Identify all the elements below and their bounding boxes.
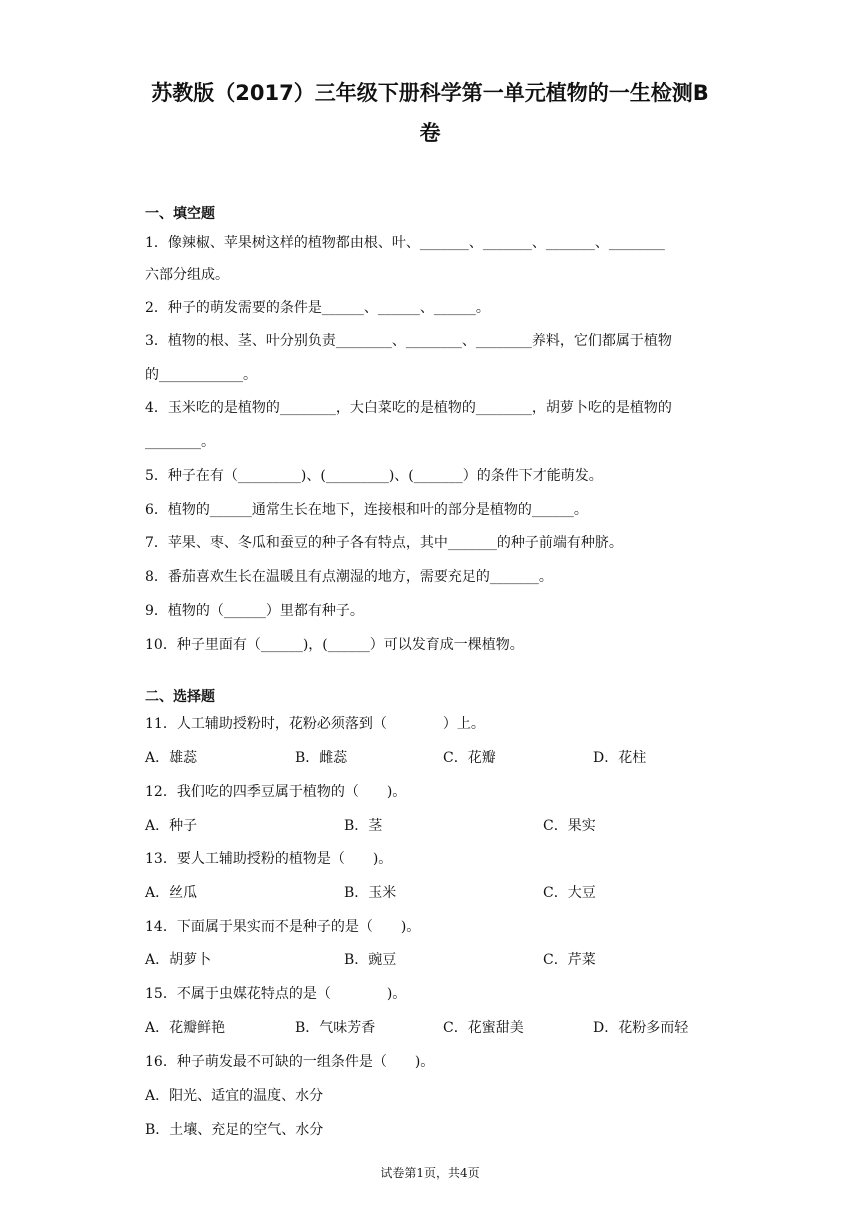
question-1-line-1: 1．像辣椒、苹果树这样的植物都由根、叶、_______、_______、_______、________ — [145, 235, 665, 251]
option-a[interactable]: A．胡萝卜 — [145, 952, 212, 968]
question-11: 11．人工辅助授粉时，花粉必须落到（ ）上。 — [145, 716, 485, 732]
option-a[interactable]: A．种子 — [145, 818, 198, 834]
section-heading-multiple-choice: 二、选择题 — [145, 689, 215, 705]
option-d[interactable]: D．花粉多而轻 — [593, 1020, 689, 1036]
option-b[interactable]: B．玉米 — [344, 885, 397, 901]
option-d[interactable]: D．花柱 — [593, 750, 647, 766]
question-16-option-a[interactable]: A．阳光、适宜的温度、水分 — [145, 1088, 324, 1104]
question-11-options — [145, 748, 745, 768]
exam-title-line-2: 卷 — [419, 121, 441, 145]
question-9: 9．植物的（______）里都有种子。 — [145, 603, 364, 619]
option-a[interactable]: A．丝瓜 — [145, 885, 198, 901]
option-b[interactable]: B．豌豆 — [344, 952, 397, 968]
option-a[interactable]: A．花瓣鲜艳 — [145, 1020, 226, 1036]
option-b[interactable]: B．茎 — [344, 818, 383, 834]
question-7: 7．苹果、枣、冬瓜和蚕豆的种子各有特点，其中_______的种子前端有种脐。 — [145, 535, 623, 551]
question-6: 6．植物的______通常生长在地下，连接根和叶的部分是植物的______。 — [145, 502, 588, 518]
question-12: 12．我们吃的四季豆属于植物的（ )。 — [145, 784, 407, 800]
question-14-options — [145, 950, 745, 970]
question-16-option-b[interactable]: B．土壤、充足的空气、水分 — [145, 1122, 324, 1138]
question-5: 5．种子在有（_________)、(_________)、(_______）的条件下才能萌发。 — [145, 468, 603, 484]
option-c[interactable]: C．芹菜 — [543, 952, 596, 968]
option-c[interactable]: C．花蜜甜美 — [443, 1020, 524, 1036]
question-3-line-1: 3．植物的根、茎、叶分别负责________、________、________养料，它们都属于植物 — [145, 333, 672, 349]
option-c[interactable]: C．果实 — [543, 818, 596, 834]
question-15: 15．不属于虫媒花特点的是（ )。 — [145, 986, 407, 1002]
question-4-line-2: ________。 — [145, 434, 215, 450]
question-13: 13．要人工辅助授粉的植物是（ )。 — [145, 851, 393, 867]
question-14: 14．下面属于果实而不是种子的是（ )。 — [145, 919, 421, 935]
question-10: 10．种子里面有（______)，(______）可以发育成一棵植物。 — [145, 637, 524, 653]
option-c[interactable]: C．大豆 — [543, 885, 596, 901]
option-b[interactable]: B．雌蕊 — [295, 750, 348, 766]
question-13-options — [145, 883, 745, 903]
question-2: 2．种子的萌发需要的条件是______、______、______。 — [145, 300, 490, 316]
option-b[interactable]: B．气味芳香 — [295, 1020, 376, 1036]
question-4-line-1: 4．玉米吃的是植物的________，大白菜吃的是植物的________，胡萝卜吃的是植物的 — [145, 400, 672, 416]
page-footer: 试卷第1页，共4页 — [380, 1166, 480, 1180]
question-8: 8．番茄喜欢生长在温暖且有点潮湿的地方，需要充足的_______。 — [145, 569, 553, 585]
section-heading-fill-blank: 一、填空题 — [145, 206, 215, 222]
option-c[interactable]: C．花瓣 — [443, 750, 496, 766]
exam-title-line-1: 苏教版（2017）三年级下册科学第一单元植物的一生检测B — [151, 81, 709, 105]
question-15-options — [145, 1018, 745, 1038]
question-12-options — [145, 816, 745, 836]
option-a[interactable]: A．雄蕊 — [145, 750, 198, 766]
question-1-line-2: 六部分组成。 — [145, 267, 229, 283]
question-3-line-2: 的____________。 — [145, 367, 257, 383]
question-16: 16．种子萌发最不可缺的一组条件是（ )。 — [145, 1054, 435, 1070]
